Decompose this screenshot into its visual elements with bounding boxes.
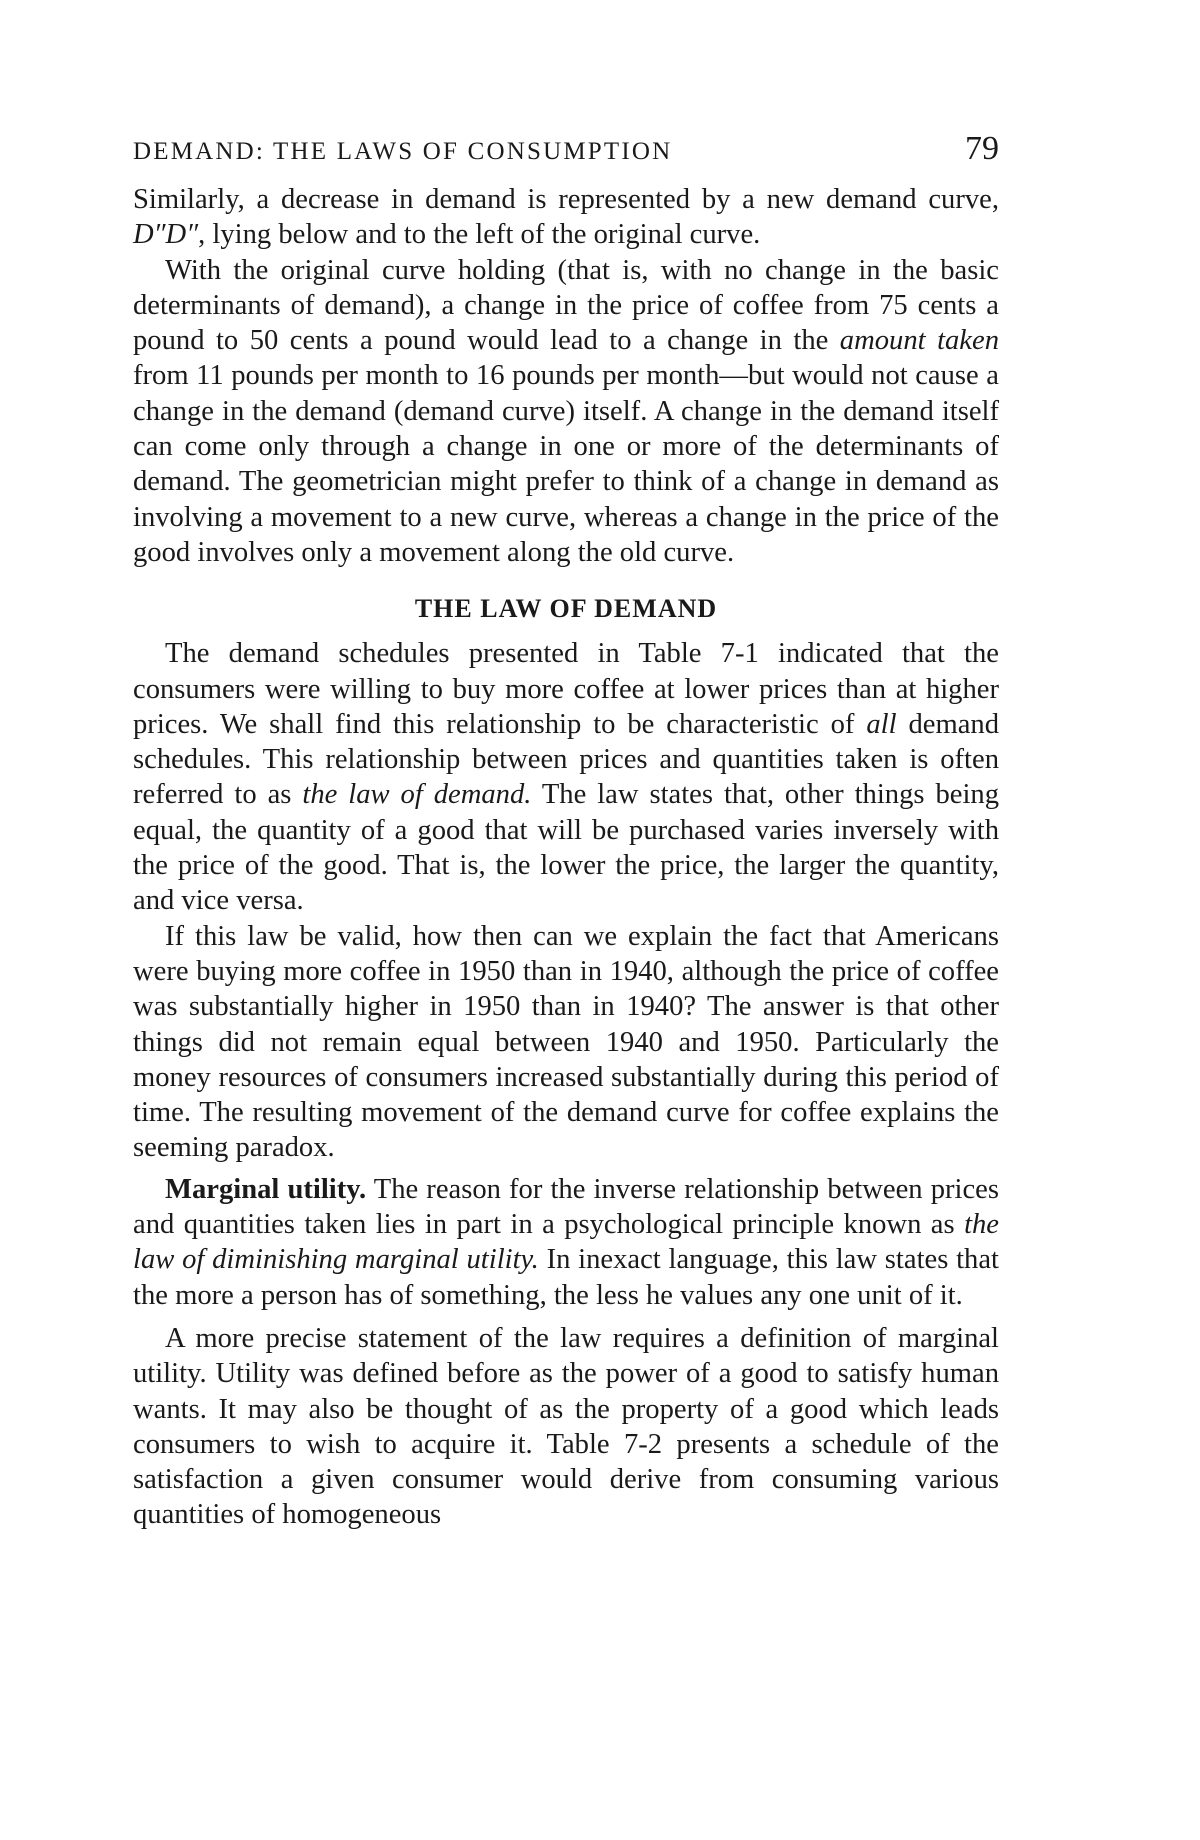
paragraph-5-italic-law-name: the law of diminishing marginal utility. bbox=[133, 1209, 999, 1276]
paragraph-2-text-a: With the original curve holding (that is, with no change in the basic determinants of demand), a change in the price of coffee from 75 cents a pound to 50 cents a pound would lead to a change in the bbox=[133, 254, 999, 357]
paragraph-5-text-b: In inexact language, this law states that the more a person has of something, the less he values any one unit of it. bbox=[133, 1244, 999, 1311]
running-header bbox=[133, 130, 999, 168]
paragraph-2-text-b: from 11 pounds per month to 16 pounds per month—but would not cause a change in the demand (demand curve) itself. A change in the demand itself can come only through a change in one or more of the determinants of demand. The geometrician might prefer to think of a change in demand as involving a movement to a new curve, whereas a change in the price of the good involves only a movement along the old curve. bbox=[133, 360, 999, 568]
paragraph-1-text-a: Similarly, a decrease in demand is represented by a new demand curve, bbox=[133, 184, 999, 215]
paragraph-1-italic-curve-label: D″D″ bbox=[133, 219, 199, 251]
book-page bbox=[133, 130, 999, 1533]
paragraph-2 bbox=[133, 253, 999, 571]
paragraph-1-text-b: , lying below and to the left of the original curve. bbox=[198, 219, 761, 251]
paragraph-1 bbox=[133, 182, 999, 253]
run-in-heading-marginal-utility: Marginal utility. bbox=[165, 1173, 367, 1205]
paragraph-2-italic-amount-taken: amount taken bbox=[839, 325, 999, 357]
paragraph-3-text-b: demand schedules. This relationship between prices and quantities taken is often referred to as bbox=[133, 708, 1000, 811]
paragraph-3-italic-all: all bbox=[866, 708, 897, 740]
section-heading: THE LAW OF DEMAND bbox=[414, 594, 718, 624]
paragraph-3-italic-law-of-demand: the law of demand. bbox=[302, 779, 532, 811]
paragraph-3 bbox=[133, 636, 999, 918]
page-number: 79 bbox=[965, 130, 999, 167]
paragraph-6 bbox=[133, 1321, 999, 1533]
paragraph-4 bbox=[133, 919, 999, 1166]
paragraph-3-text-c: The law states that, other things being equal, the quantity of a good that will be purchased varies inversely with the price of the good. That is, the lower the price, the larger the quantity, and vice versa. bbox=[133, 779, 999, 917]
paragraph-4-text-a: If this law be valid, how then can we explain the fact that Americans were buying more coffee in 1950 than in 1940, although the price of coffee was substantially higher in 1950 than in 1940? The answer is that other things did not remain equal between 1940 and 1950. Particularly the money resources of consumers increased substantially during this period of time. The resulting movement of the demand curve for coffee explains the seeming paradox. bbox=[133, 920, 999, 1164]
paragraph-6-text-a: A more precise statement of the law requires a definition of marginal utility. Utility was defined before as the power of a good to satisfy human wants. It may also be thought of as the property of a good which leads consumers to wish to acquire it. Table 7-2 presents a schedule of the satisfaction a given consumer would derive from consuming various quantities of homogeneous bbox=[133, 1322, 999, 1531]
paragraph-5 bbox=[133, 1172, 999, 1313]
paragraph-5-text-a: The reason for the inverse relationship between prices and quantities taken lies in part in a psychological principle known as bbox=[133, 1173, 999, 1241]
paragraph-3-text-a: The demand schedules presented in Table 7-1 indicated that the consumers were willing to buy more coffee at lower prices than at higher prices. We shall find this relationship to be characteristic of bbox=[133, 638, 999, 740]
running-title: DEMAND: THE LAWS OF CONSUMPTION bbox=[133, 138, 673, 165]
